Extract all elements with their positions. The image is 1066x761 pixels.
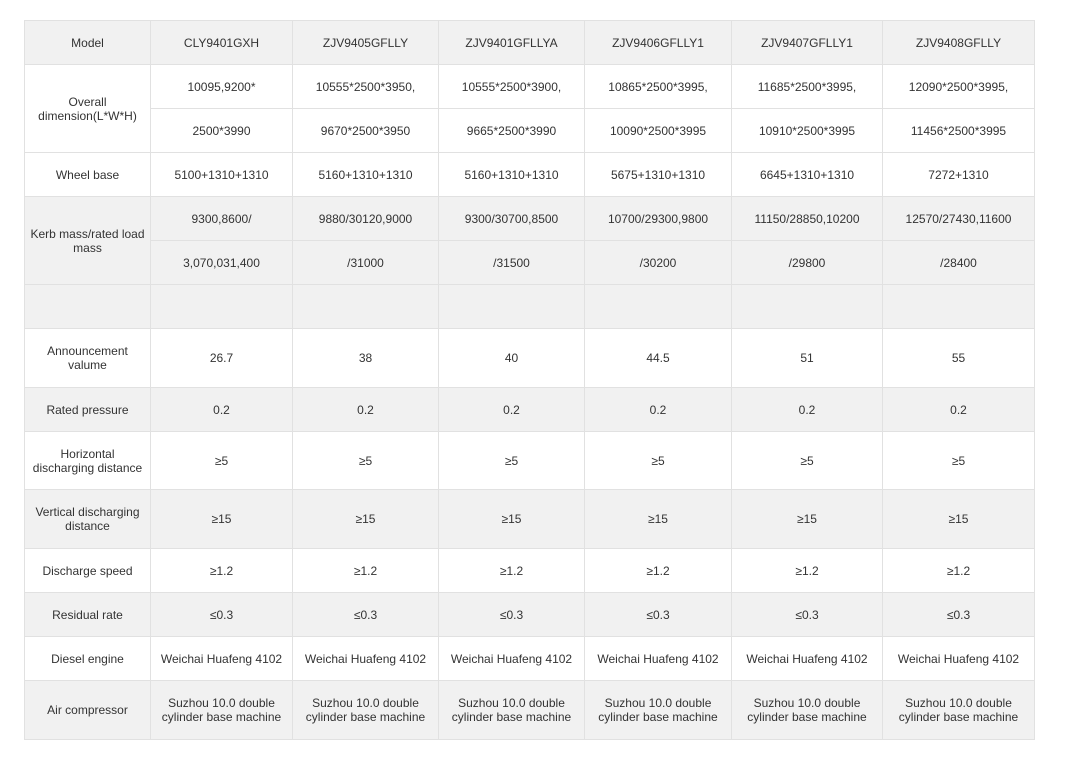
overall-dimension-cell: 12090*2500*3995, <box>883 65 1035 109</box>
discharge-speed-cell: ≥1.2 <box>732 549 883 593</box>
overall-dimension-row <box>25 65 1035 109</box>
diesel-engine-row <box>25 637 1035 681</box>
residual-rate-cell: ≤0.3 <box>732 593 883 637</box>
horizontal-discharging-cell: ≥5 <box>293 432 439 490</box>
announcement-volume-row <box>25 329 1035 388</box>
rated-pressure-cell: 0.2 <box>883 388 1035 432</box>
rated-pressure-cell: 0.2 <box>732 388 883 432</box>
residual-rate-row <box>25 593 1035 637</box>
kerb-mass-cell: 10700/29300,9800 <box>585 197 732 241</box>
empty-cell <box>585 285 732 329</box>
wheel-base-label: Wheel base <box>25 153 151 197</box>
horizontal-discharging-cell: ≥5 <box>439 432 585 490</box>
vertical-discharging-label: Vertical discharging distance <box>25 490 151 549</box>
rated-pressure-cell: 0.2 <box>585 388 732 432</box>
diesel-engine-cell: Weichai Huafeng 4102 <box>585 637 732 681</box>
overall-dimension-cell: 2500*3990 <box>151 109 293 153</box>
rated-pressure-row <box>25 388 1035 432</box>
announcement-volume-cell: 26.7 <box>151 329 293 388</box>
empty-cell <box>293 285 439 329</box>
residual-rate-cell: ≤0.3 <box>293 593 439 637</box>
air-compressor-cell: Suzhou 10.0 double cylinder base machine <box>883 681 1035 740</box>
vertical-discharging-cell: ≥15 <box>883 490 1035 549</box>
overall-dimension-cell: 10555*2500*3900, <box>439 65 585 109</box>
diesel-engine-cell: Weichai Huafeng 4102 <box>732 637 883 681</box>
diesel-engine-label: Diesel engine <box>25 637 151 681</box>
horizontal-discharging-cell: ≥5 <box>732 432 883 490</box>
residual-rate-label: Residual rate <box>25 593 151 637</box>
kerb-mass-cell: 9300,8600/ <box>151 197 293 241</box>
kerb-mass-row-2 <box>25 241 1035 285</box>
rated-pressure-cell: 0.2 <box>151 388 293 432</box>
vertical-discharging-cell: ≥15 <box>585 490 732 549</box>
wheel-base-row <box>25 153 1035 197</box>
discharge-speed-row <box>25 549 1035 593</box>
spec-table <box>24 20 1035 740</box>
kerb-mass-cell: /29800 <box>732 241 883 285</box>
wheel-base-cell: 5160+1310+1310 <box>439 153 585 197</box>
air-compressor-cell: Suzhou 10.0 double cylinder base machine <box>151 681 293 740</box>
kerb-mass-row <box>25 197 1035 241</box>
air-compressor-row <box>25 681 1035 740</box>
kerb-mass-label: Kerb mass/rated load mass <box>25 197 151 285</box>
overall-dimension-cell: 10090*2500*3995 <box>585 109 732 153</box>
kerb-mass-cell: /30200 <box>585 241 732 285</box>
kerb-mass-cell: 11150/28850,10200 <box>732 197 883 241</box>
discharge-speed-cell: ≥1.2 <box>439 549 585 593</box>
empty-cell <box>439 285 585 329</box>
header-row <box>25 21 1035 65</box>
vertical-discharging-cell: ≥15 <box>293 490 439 549</box>
discharge-speed-cell: ≥1.2 <box>585 549 732 593</box>
discharge-speed-cell: ≥1.2 <box>151 549 293 593</box>
diesel-engine-cell: Weichai Huafeng 4102 <box>883 637 1035 681</box>
overall-dimension-cell: 11456*2500*3995 <box>883 109 1035 153</box>
discharge-speed-cell: ≥1.2 <box>293 549 439 593</box>
overall-dimension-cell: 10865*2500*3995, <box>585 65 732 109</box>
model-name: ZJV9408GFLLY <box>883 21 1035 65</box>
overall-dimension-cell: 10555*2500*3950, <box>293 65 439 109</box>
overall-dimension-label: Overall dimension(L*W*H) <box>25 65 151 153</box>
air-compressor-cell: Suzhou 10.0 double cylinder base machine <box>585 681 732 740</box>
overall-dimension-row-2 <box>25 109 1035 153</box>
discharge-speed-cell: ≥1.2 <box>883 549 1035 593</box>
announcement-volume-cell: 38 <box>293 329 439 388</box>
air-compressor-cell: Suzhou 10.0 double cylinder base machine <box>293 681 439 740</box>
kerb-mass-cell: 12570/27430,11600 <box>883 197 1035 241</box>
header-label: Model <box>25 21 151 65</box>
residual-rate-cell: ≤0.3 <box>585 593 732 637</box>
horizontal-discharging-cell: ≥5 <box>151 432 293 490</box>
model-name: ZJV9401GFLLYA <box>439 21 585 65</box>
air-compressor-label: Air compressor <box>25 681 151 740</box>
vertical-discharging-cell: ≥15 <box>732 490 883 549</box>
horizontal-discharging-label: Horizontal discharging distance <box>25 432 151 490</box>
overall-dimension-cell: 10095,9200* <box>151 65 293 109</box>
kerb-mass-cell: /31500 <box>439 241 585 285</box>
overall-dimension-cell: 10910*2500*3995 <box>732 109 883 153</box>
vertical-discharging-cell: ≥15 <box>151 490 293 549</box>
model-name: CLY9401GXH <box>151 21 293 65</box>
rated-pressure-cell: 0.2 <box>439 388 585 432</box>
horizontal-discharging-cell: ≥5 <box>883 432 1035 490</box>
air-compressor-cell: Suzhou 10.0 double cylinder base machine <box>439 681 585 740</box>
model-name: ZJV9406GFLLY1 <box>585 21 732 65</box>
kerb-mass-cell: /31000 <box>293 241 439 285</box>
wheel-base-cell: 5100+1310+1310 <box>151 153 293 197</box>
kerb-mass-cell: 3,070,031,400 <box>151 241 293 285</box>
announcement-volume-cell: 40 <box>439 329 585 388</box>
model-name: ZJV9405GFLLY <box>293 21 439 65</box>
announcement-volume-cell: 44.5 <box>585 329 732 388</box>
announcement-volume-cell: 55 <box>883 329 1035 388</box>
discharge-speed-label: Discharge speed <box>25 549 151 593</box>
kerb-mass-cell: 9300/30700,8500 <box>439 197 585 241</box>
empty-cell <box>25 285 151 329</box>
residual-rate-cell: ≤0.3 <box>439 593 585 637</box>
announcement-volume-label: Announcement valume <box>25 329 151 388</box>
wheel-base-cell: 7272+1310 <box>883 153 1035 197</box>
overall-dimension-cell: 9665*2500*3990 <box>439 109 585 153</box>
air-compressor-cell: Suzhou 10.0 double cylinder base machine <box>732 681 883 740</box>
vertical-discharging-cell: ≥15 <box>439 490 585 549</box>
empty-cell <box>151 285 293 329</box>
diesel-engine-cell: Weichai Huafeng 4102 <box>151 637 293 681</box>
kerb-mass-cell: 9880/30120,9000 <box>293 197 439 241</box>
empty-cell <box>732 285 883 329</box>
overall-dimension-cell: 9670*2500*3950 <box>293 109 439 153</box>
residual-rate-cell: ≤0.3 <box>151 593 293 637</box>
wheel-base-cell: 5160+1310+1310 <box>293 153 439 197</box>
model-name: ZJV9407GFLLY1 <box>732 21 883 65</box>
empty-row <box>25 285 1035 329</box>
rated-pressure-label: Rated pressure <box>25 388 151 432</box>
announcement-volume-cell: 51 <box>732 329 883 388</box>
horizontal-discharging-row <box>25 432 1035 490</box>
rated-pressure-cell: 0.2 <box>293 388 439 432</box>
residual-rate-cell: ≤0.3 <box>883 593 1035 637</box>
empty-cell <box>883 285 1035 329</box>
kerb-mass-cell: /28400 <box>883 241 1035 285</box>
diesel-engine-cell: Weichai Huafeng 4102 <box>293 637 439 681</box>
wheel-base-cell: 5675+1310+1310 <box>585 153 732 197</box>
vertical-discharging-row <box>25 490 1035 549</box>
wheel-base-cell: 6645+1310+1310 <box>732 153 883 197</box>
overall-dimension-cell: 11685*2500*3995, <box>732 65 883 109</box>
horizontal-discharging-cell: ≥5 <box>585 432 732 490</box>
diesel-engine-cell: Weichai Huafeng 4102 <box>439 637 585 681</box>
